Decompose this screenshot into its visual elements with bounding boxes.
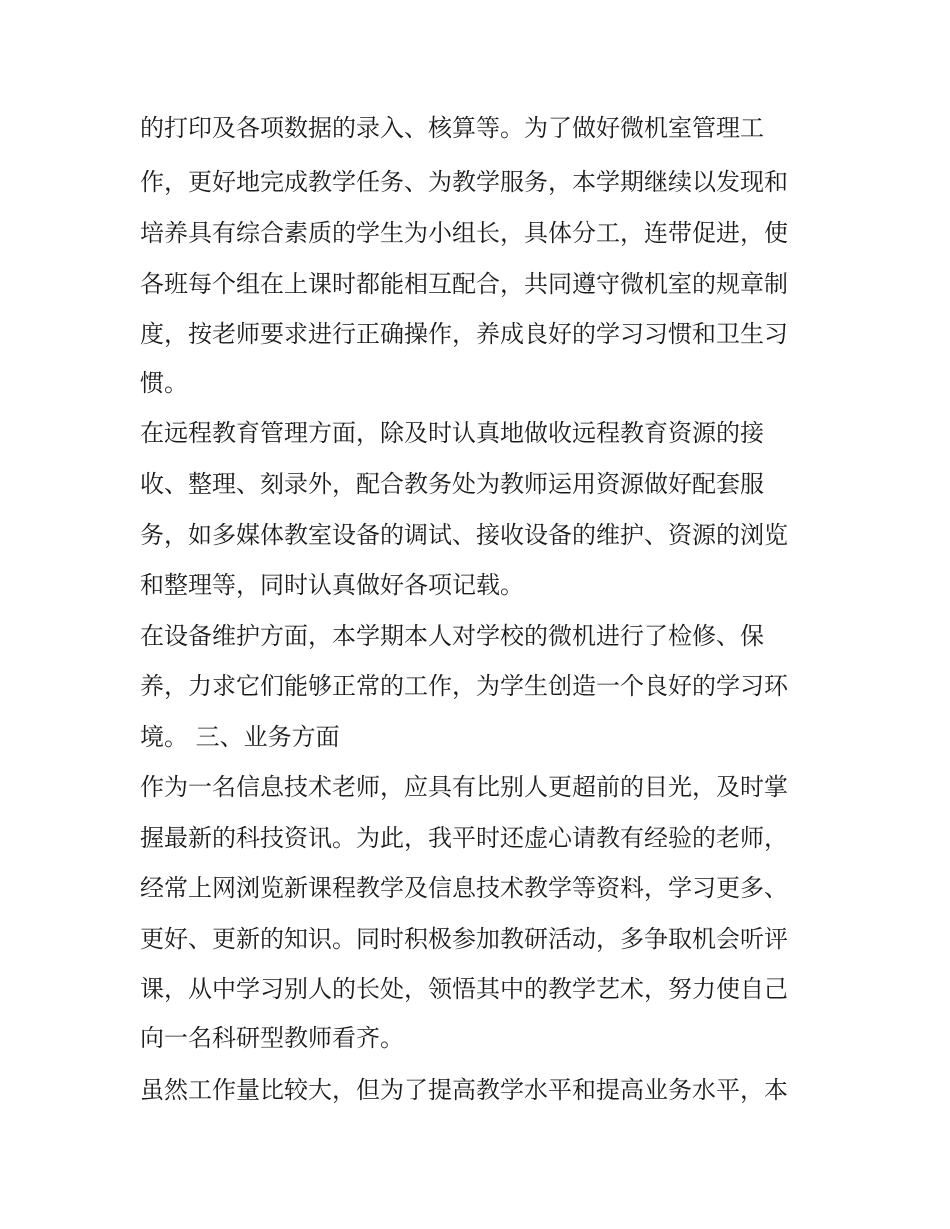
text-line: 握最新的科技资讯。为此，我平时还虚心请教有经验的老师， — [140, 824, 788, 852]
text-line: 培养具有综合素质的学生为小组长，具体分工，连带促进，使 — [140, 219, 788, 247]
text-line: 的打印及各项数据的录入、核算等。为了做好微机室管理工 — [140, 114, 764, 142]
text-line: 在远程教育管理方面，除及时认真地做收远程教育资源的接 — [140, 419, 764, 447]
text-line: 惯。 — [140, 369, 188, 397]
text-line: 养，力求它们能够正常的工作，为学生创造一个良好的学习环 — [140, 672, 788, 700]
text-line: 更好、更新的知识。同时积极参加教研活动，多争取机会听评 — [140, 925, 788, 953]
text-line: 作为一名信息技术老师，应具有比别人更超前的目光，及时掌 — [140, 773, 788, 801]
text-line: 作，更好地完成教学任务、为教学服务，本学期继续以发现和 — [140, 168, 788, 196]
text-line: 经常上网浏览新课程教学及信息技术教学等资料，学习更多、 — [140, 874, 788, 902]
text-line: 务，如多媒体教室设备的调试、接收设备的维护、资源的浏览 — [140, 521, 788, 549]
text-line: 境。 三、业务方面 — [140, 723, 340, 751]
text-line: 和整理等，同时认真做好各项记载。 — [140, 571, 524, 599]
text-line: 收、整理、刻录外，配合教务处为教师运用资源做好配套服 — [140, 470, 764, 498]
text-line: 各班每个组在上课时都能相互配合，共同遵守微机室的规章制 — [140, 270, 788, 298]
text-line: 在设备维护方面，本学期本人对学校的微机进行了检修、保 — [140, 622, 764, 650]
text-line: 课，从中学习别人的长处，领悟其中的教学艺术，努力使自己 — [140, 975, 788, 1003]
text-line: 向一名科研型教师看齐。 — [140, 1024, 404, 1052]
text-line: 度，按老师要求进行正确操作，养成良好的学习习惯和卫生习 — [140, 320, 788, 348]
text-line: 虽然工作量比较大，但为了提高教学水平和提高业务水平，本 — [140, 1076, 788, 1104]
